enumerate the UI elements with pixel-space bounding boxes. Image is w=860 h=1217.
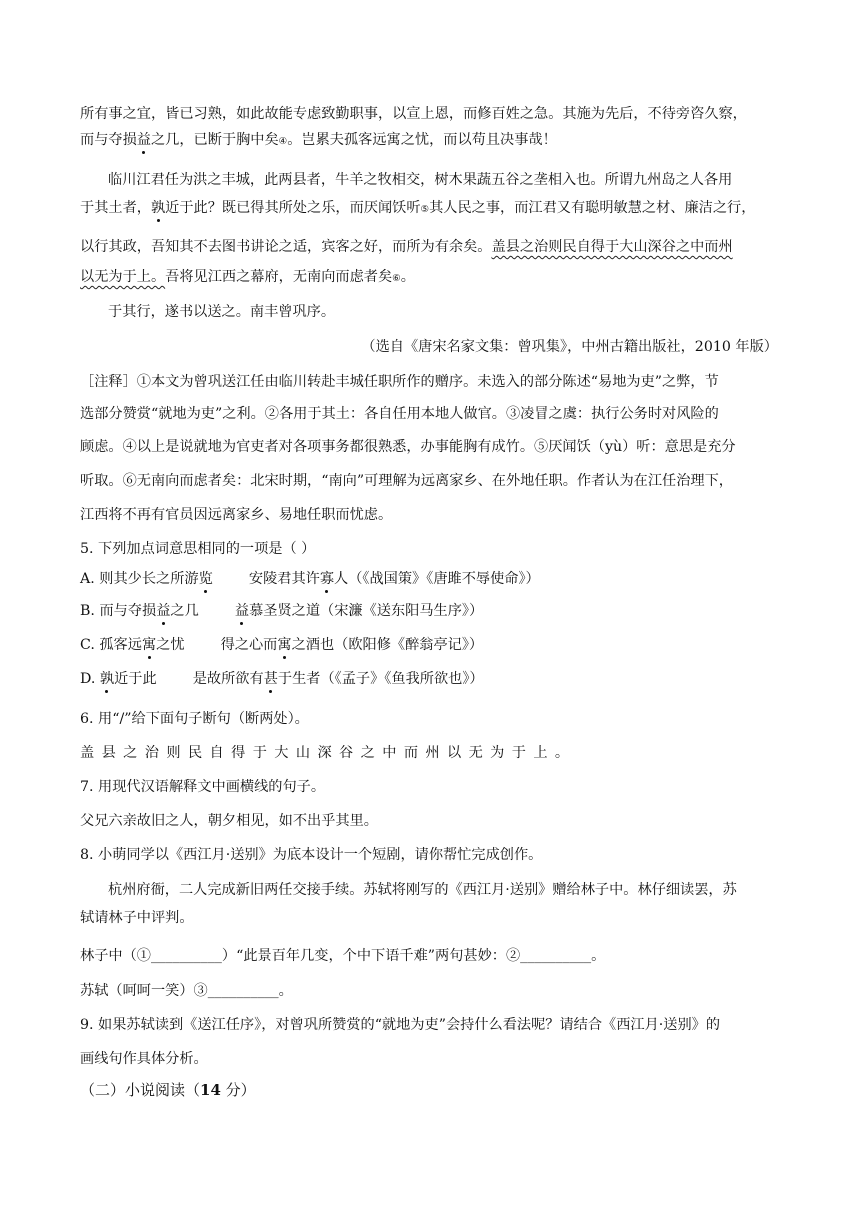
text-run: 之几 bbox=[170, 603, 235, 619]
text-run: 以行其政，吾知其不去图书讲论之适，宾客之好，而所为有余矣。 bbox=[80, 239, 492, 255]
dotted-word: 寓 bbox=[277, 637, 292, 653]
question-8-scene: 轼请林子中评判。 bbox=[80, 910, 194, 926]
text-run: 之几，已断于胸中矣 bbox=[150, 132, 279, 148]
footnote-marker: ⑤ bbox=[420, 204, 430, 215]
text-run: （二）小说阅读（ bbox=[80, 1081, 201, 1099]
text-run: C. 孤客远 bbox=[80, 637, 142, 653]
closing-line: 于其行，遂书以送之。南丰曾巩序。 bbox=[108, 304, 336, 320]
text-run: 。 bbox=[591, 948, 606, 964]
text-run: 之酒也（欧阳修《醉翁亭记》） bbox=[291, 637, 484, 653]
text-run: 慕圣贤之道（宋濂《送东阳马生序》） bbox=[249, 603, 484, 619]
dotted-word: 益 bbox=[156, 603, 171, 619]
question-8-su-line bbox=[80, 981, 293, 1001]
question-6-sentence: 盖县之治则民自得于大山深谷之中而州以无为于上。 bbox=[80, 745, 577, 761]
text-run: 近于此？既已得其所处之乐，而厌闻饫听 bbox=[165, 200, 421, 216]
text-run: 之忧 得之心而 bbox=[156, 637, 278, 653]
text-run: 其人民之事，而江君又有聪明敏慧之材、廉洁之行， bbox=[429, 200, 756, 216]
dotted-word: 寡 bbox=[319, 571, 335, 587]
text-line bbox=[80, 130, 557, 152]
text-run: 于其土者， bbox=[80, 200, 151, 216]
notes-line: 选部分赞赏“就地为吏”之利。②各用于其土：各自任用本地人做官。③凌冒之虞：执行公务时对风险的 bbox=[80, 406, 719, 422]
text-run: 于生者（《孟子》《鱼我所欲也》） bbox=[277, 671, 484, 687]
text-line bbox=[80, 198, 755, 220]
notes-line: 顾虑。④以上是说就地为官吏者对各项事务都很熟悉，办事能胸有成竹。⑤厌闻饫（yù）听：意思是充分 bbox=[80, 439, 736, 455]
footnote-marker: ⑥ bbox=[392, 273, 401, 284]
dotted-word: 益 bbox=[136, 132, 151, 148]
answer-blank-3: __________ bbox=[207, 983, 279, 999]
dotted-word: 益 bbox=[234, 603, 250, 619]
text-line bbox=[80, 267, 415, 289]
text-run: 人（《战国策》《唐雎不辱使命》） bbox=[334, 571, 540, 587]
question-8-scene: 杭州府衙，二人完成新旧两任交接手续。苏轼将刚写的《西江月·送别》赠给林子中。林仔细读罢，苏 bbox=[108, 882, 737, 898]
text-line: 所有事之宜，皆已习熟，如此故能专虑致勤职事，以宣上恩，而修百姓之急。其施为先后，不待旁咨久察， bbox=[80, 106, 747, 122]
text-run: ）“此景百年几变，个中下语千难”两句甚妙：② bbox=[221, 948, 521, 964]
text-run: 。岂累夫孤客远寓之忧，而以苟且决事哉！ bbox=[287, 132, 557, 148]
text-run: 。 bbox=[400, 269, 415, 285]
footnote-marker: ④ bbox=[278, 136, 288, 147]
question-5-option-a bbox=[80, 569, 540, 589]
text-run: 安陵君其许 bbox=[212, 571, 320, 587]
text-run: A. 则其少长之所游 bbox=[80, 571, 199, 587]
text-run: 吾将见江西之幕府，无南向而虑者矣 bbox=[165, 269, 393, 285]
question-5-option-c bbox=[80, 635, 483, 655]
question-7-sentence: 父兄六亲故旧之人，朝夕相见，如不出乎其里。 bbox=[80, 813, 378, 829]
notes-line: ［注释］①本文为曾巩送江任由临川转赴丰城任职所作的赠序。未选入的部分陈述“易地为吏”之弊，节 bbox=[80, 374, 719, 390]
dotted-word: 览 bbox=[198, 571, 213, 587]
dotted-word: 孰 bbox=[150, 200, 166, 216]
text-run: D. bbox=[80, 671, 100, 687]
text-run: 林子中（① bbox=[80, 948, 151, 964]
question-5-option-d bbox=[80, 669, 484, 689]
dotted-word: 孰 bbox=[99, 671, 115, 687]
text-run: 而与夺损 bbox=[80, 132, 137, 148]
question-5-option-b bbox=[80, 601, 483, 621]
source-citation: （选自《唐宋名家文集：曾巩集》，中州古籍出版社，2010 年版） bbox=[361, 339, 778, 355]
question-8-lin-line bbox=[80, 946, 605, 966]
dotted-word: 甚 bbox=[263, 671, 278, 687]
answer-blank-1: __________ bbox=[150, 948, 222, 964]
score-number: 14 bbox=[200, 1081, 221, 1099]
question-8-stem: 8. 小萌同学以《西江月·送别》为底本设计一个短剧，请你帮忙完成创作。 bbox=[80, 847, 543, 863]
question-7-stem: 7. 用现代汉语解释文中画横线的句子。 bbox=[80, 779, 326, 795]
text-line: 临川江君任为洪之丰城，此两县者，牛羊之牧相交，树木果蔬五谷之垄相入也。所谓九州岛之人各用 bbox=[108, 172, 733, 188]
wavy-underlined-sentence: 以无为于上。 bbox=[80, 269, 166, 285]
text-run: 。 bbox=[278, 983, 293, 999]
dotted-word: 寓 bbox=[141, 637, 157, 653]
question-9-stem: 画线句作具体分析。 bbox=[80, 1051, 208, 1067]
answer-blank-2: __________ bbox=[520, 948, 592, 964]
text-run: 苏轼（呵呵一笑）③ bbox=[80, 983, 208, 999]
text-line bbox=[80, 237, 733, 257]
question-6-stem: 6. 用“/”给下面句子断句（断两处）。 bbox=[80, 711, 309, 727]
question-5-stem: 5. 下列加点词意思相同的一项是（ ） bbox=[80, 541, 316, 557]
text-run: 近于此 是故所欲有 bbox=[114, 671, 264, 687]
text-run: B. 而与夺损 bbox=[80, 603, 157, 619]
notes-line: 江西将不再有官员因远离家乡、易地任职而忧虑。 bbox=[80, 507, 393, 523]
question-9-stem: 9. 如果苏轼读到《送江任序》，对曾巩所赞赏的“就地为吏”会持什么看法呢？请结合《西江月·送别》的 bbox=[80, 1017, 721, 1033]
section-heading bbox=[80, 1080, 256, 1100]
text-run: 分） bbox=[220, 1081, 256, 1099]
wavy-underlined-sentence: 盖县之治则民自得于大山深谷之中而州 bbox=[491, 239, 733, 255]
notes-line: 听取。⑥无南向而虑者矣：北宋时期，“南向”可理解为远离家乡、在外地任职。作者认为在江任治理下， bbox=[80, 473, 733, 489]
